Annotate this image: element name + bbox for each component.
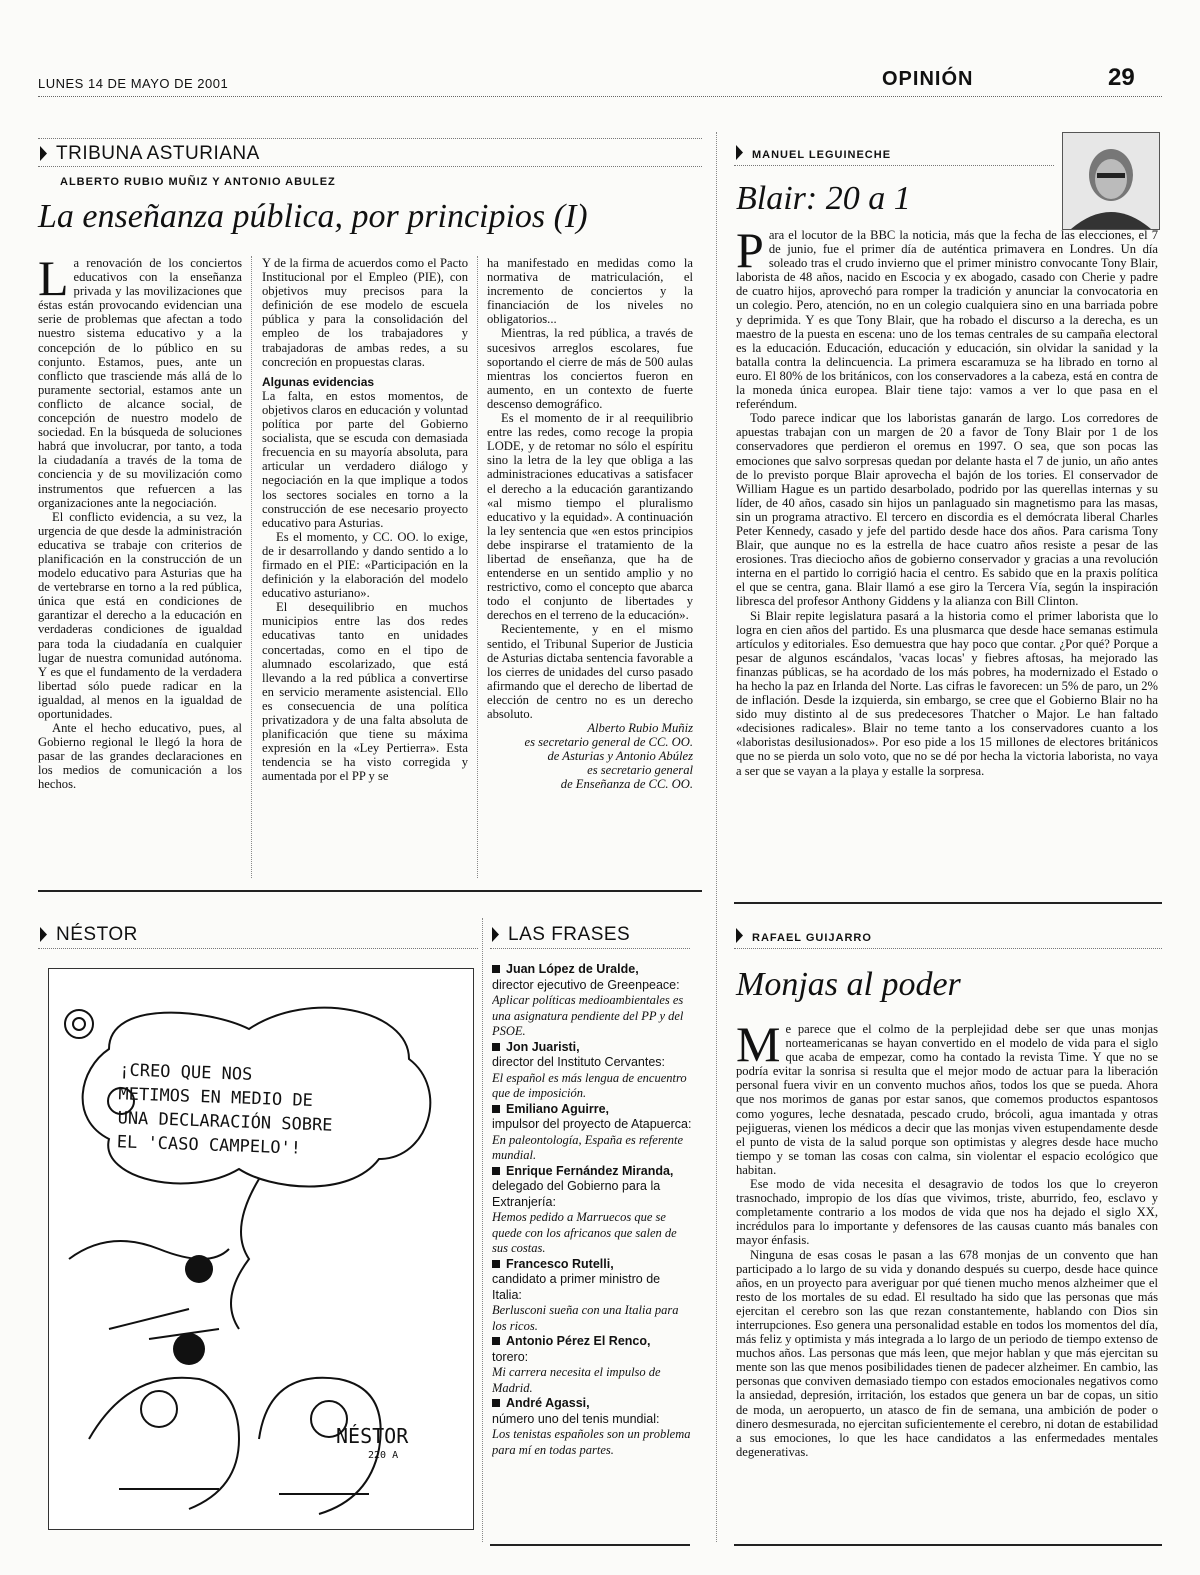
quote-name: Enrique Fernández Miranda,	[492, 1164, 692, 1180]
section-kicker-frases	[492, 924, 630, 946]
paragraph: Y de la firma de acuerdos como el Pacto Institucional por el Empleo (PIE), con objetivos muy precisos para la definición de ese modelo de escuela pública y para la consolidación del empleo de los trabajadores y trabajadoras de ambas redes, a su concreción en propuestas claras.	[262, 256, 468, 369]
quotes-list	[492, 962, 692, 1540]
arrow-marker-icon	[40, 927, 47, 942]
header-rule	[38, 96, 1162, 97]
quote-item	[492, 1257, 692, 1335]
divider	[734, 948, 1162, 949]
column-rule	[477, 256, 478, 878]
quote-quote: Los tenistas españoles son un problema para mí en todas partes.	[492, 1427, 691, 1457]
quote-role: director del Instituto Cervantes:	[492, 1055, 665, 1069]
quote-role: delegado del Gobierno para la Extranjería:	[492, 1179, 661, 1209]
quote-quote: En paleontología, España es referente mundial.	[492, 1132, 684, 1162]
arrow-marker-icon	[736, 928, 743, 943]
cartoonist-signature: NÉSTOR	[336, 1424, 409, 1448]
section-kicker-guijarro	[736, 928, 872, 944]
quote-name: Francesco Rutelli,	[492, 1257, 692, 1273]
section-rule	[490, 1544, 690, 1546]
divider	[38, 948, 478, 949]
quote-item	[492, 1334, 692, 1396]
quote-quote: Mi carrera necesita el impulso de Madrid.	[492, 1365, 661, 1395]
bubble-line: METIMOS EN MEDIO DE	[118, 1084, 314, 1112]
signature-line: es secretario general de CC. OO.	[524, 735, 693, 750]
article-column-3	[487, 256, 693, 884]
kicker-label: NÉSTOR	[56, 924, 138, 945]
quote-name: Emiliano Aguirre,	[492, 1102, 692, 1118]
page-date: LUNES 14 DE MAYO DE 2001	[38, 76, 229, 91]
cartoon-drawing-icon	[49, 969, 473, 1529]
arrow-marker-icon	[492, 927, 499, 942]
paragraph: Mientras, la red pública, a través de sucesivos arreglos escolares, fue soportando el cierre de más de 500 aulas mientras los conciertos fueron en aumento, en un contexto de fuerte descenso demográfico.	[487, 326, 693, 411]
article-headline: La enseñanza pública, por principios (I)	[38, 198, 588, 235]
quote-role: número uno del tenis mundial:	[492, 1411, 660, 1426]
paragraph: ha manifestado en medidas como la normativa de matriculación, el incremento de conciertos y la financiación de los niveles no obligatorios...	[487, 256, 693, 327]
article-headline: Blair: 20 a 1	[736, 180, 911, 217]
quote-name: André Agassi,	[492, 1396, 692, 1412]
paragraph: Es el momento de ir al reequilibrio entre las redes, como recoge la propia LODE, y de retomar no sólo el espíritu sino la letra de la ley que obliga a las administraciones educativas a satisfacer el derecho a la educación garantizando «al mismo tiempo el pluralismo educativo y la equidad». A continuación la ley sentencia que «en estos principios debe inspirarse el tratamiento de la libertad de enseñanza, que ha de entenderse en un sentido amplio y no restrictivo, como el concepto que abarca todo el conjunto de libertades y derechos en el terreno de la educación».	[487, 411, 693, 623]
section-kicker-tribuna	[40, 143, 260, 165]
quote-item	[492, 1396, 692, 1458]
section-rule	[38, 890, 702, 892]
author-photo	[1062, 132, 1160, 230]
kicker-label: TRIBUNA ASTURIANA	[56, 143, 260, 164]
quote-quote: Hemos pedido a Marruecos que se quede con los africanos que salen de sus costas.	[492, 1210, 677, 1255]
bubble-line: UNA DECLARACIÓN SOBRE	[117, 1108, 333, 1136]
quote-name: Jon Juaristi,	[492, 1040, 692, 1056]
paragraph: Ninguna de esas cosas le pasan a las 678 monjas de un convento que han participado a lo largo de su vida y donando después su cuerpo, desde hace quince años, en un proyecto para averiguar por qué tienen mucho menos alzheimer que el resto de los mortales de su edad. El resultado ha sido que las personas que más ejercitan el cerebro son las que rezan constantemente, hablando con Dios sin interrupciones. Eso genera una personalidad estable en todos los momentos del día, más feliz y optimista y más integrada a lo largo de un periodo de tiempo extenso de muchos años. Las personas que más leen, que mejor hablan y que más ejercitan su mente son las que menos posibilidades tienen de padecer alzheimer. En cambio, las personas que conviven demasiado tiempo con estados emocionales negativos como la ansiedad, depresión, irritación, los estados que genera un bar de copas, un sitio de moda, un aeropuerto, un atasco de fin de semana, una ambición de poder o dinero desmesurada, no ejercitan suficientemente el cerebro, ni dotan de estabilidad a sus emociones, lo que les hace candidatos a las enfermedades mentales degenerativas.	[736, 1247, 1158, 1459]
kicker-label: MANUEL LEGUINECHE	[752, 149, 892, 161]
quote-item	[492, 1102, 692, 1164]
paragraph: Ese modo de vida necesita el desagravio de todos los que lo creyeron trasnochado, impropio de los días que vivimos, triste, aburrido, feo, esclavo y completamente contrario a los modos de vida que nos ha dejado el siglo XX, incrédulos para lo importante y defensores de las causas cuanto más banales con mayor énfasis.	[736, 1177, 1158, 1248]
quote-role: director ejecutivo de Greenpeace:	[492, 977, 680, 992]
bubble-line: EL 'CASO CAMPELO'!	[116, 1132, 302, 1159]
article-column-1	[38, 256, 242, 884]
section-title: OPINIÓN	[882, 68, 974, 90]
quote-name: Juan López de Uralde,	[492, 962, 692, 978]
byline: ALBERTO RUBIO MUÑIZ Y ANTONIO ABULEZ	[60, 176, 336, 188]
quote-quote: Aplicar políticas medioambientales es una asignatura pendiente del PP y del PSOE.	[492, 993, 684, 1038]
paragraph: Es el momento, y CC. OO. lo exige, de ir desarrollando y dando sentido a lo firmado en el PIE: «Participación en la definición y la elaboración del modelo educativo asturiano».	[262, 529, 468, 601]
divider	[38, 166, 702, 167]
paragraph: Ante el hecho educativo, pues, al Gobierno regional le llegó la hora de pasar de las grandes declaraciones en los medios de comunicación a los hechos.	[38, 721, 242, 792]
kicker-label: LAS FRASES	[508, 924, 631, 945]
signature-line: es secretario general	[587, 763, 693, 778]
author-portrait-icon	[1063, 133, 1159, 229]
quote-name: Antonio Pérez El Renco,	[492, 1334, 692, 1350]
section-kicker-nestor	[40, 924, 138, 946]
quote-role: candidato a primer ministro de Italia:	[492, 1272, 661, 1302]
column-rule	[251, 256, 252, 878]
section-rule	[734, 902, 1162, 904]
author-signature	[487, 721, 693, 791]
dropcap: P	[736, 228, 764, 278]
divider	[490, 948, 690, 949]
dropcap: L	[38, 256, 69, 306]
editorial-cartoon	[48, 968, 474, 1530]
page-number: 29	[1108, 64, 1135, 91]
paragraph: Todo parece indicar que los laboristas ganarán de largo. Los corredores de apuestas trabajan con un margen de 20 a favor de Tony Blair por 1 de los conservadores que perdieron el oremus en 1997. O sea, que son pocas las emociones que salvo sorpresas quedan por delante hasta el 7 de junio, un año antes de lo previsto porque Blair aprovecha el bajón de los tories. El conservador de William Hague es un partido desarbolado, podrido por las querellas internas y su líder, de 40 años, casado sin hijos un panlaguado sin magnetismo para las masas, sin un programa atractivo. El tercero en discordia es el demócrata liberal Charles Peter Kennedy, casado y jefe del partido desde hace dos años. Para carisma Tony Blair, que aunque no es la estrella de hace cuatro años resiste a pesar de las erosiones. Tras dieciocho años de gobierno conservador y gracias a una revolución interna en el partido lo corrigió hacia el centro. Es sabido que en la praxis política el que se centra, gana. Blair llamó a ese giro la Tercera Vía, según la inspiración libresca del profesor Anthony Giddens y la alianza con Bill Clinton.	[736, 411, 1158, 609]
paragraph: a renovación de los conciertos educativos con la enseñanza privada y las movilizaciones que éstas están provocando evidencian una serie de problemas que afectan a todo nuestro sistema educativo y a la concepción de lo público en su conjunto. Estamos, pues, ante un conflicto que trasciende más allá de lo puramente sectorial, estamos ante un conflicto de alcance social, de concepción de nuestro modelo de sociedad. En la búsqueda de soluciones habrá que involucrar, por tanto, a toda la ciudadanía a través de la toma de conciencia y de su movilización como instrumentos que refuercen a las organizaciones ante la negociación.	[38, 256, 242, 510]
paragraph: El conflicto evidencia, a su vez, la urgencia de que desde la administración educativa se trabaje con criterios de planificación en la construcción de un modelo educativo para Asturias que ha de vertebrarse en torno a la red pública, única que está en condiciones de garantizar el derecho a la educación en verdaderas condiciones de igualdad para toda la ciudadanía en cualquier lugar de nuestra comunidad autónoma. Y es que el fundamento de la verdadera libertad sólo puede radicar en la igualdad, al menos en la igualdad de oportunidades.	[38, 509, 242, 721]
paragraph: Si Blair repite legislatura pasará a la historia como el primer laborista que lo logra en cien años del partido. Es una plusmarca que desde hace semanas estimula artículos y editoriales. Eso demuestra que hay poco que contar. ¿Por qué? Porque a pesar de algunos escándalos, 'vacas locas' y fiebres aftosas, ha mejorado las finanzas públicas, se ha acordado de los más pobres, ha modernizado el Estado o ha hecho la paz en Irlanda del Norte. Las cifras le favorecen: un 5% de paro, un 2% de inflación. Desde la izquierda, sin embargo, se cree que el Gobierno Blair no ha sido muy distinto al de sus predecesores Thatcher o Major. Le han faltado «decisiones radicales». Blair no teme tanto a los conservadores cuanto a los «laboristas desilusionados». Por eso pide a los 15 millones de electores británicos que no se pierda un solo voto, que no se dé por hecha la victoria laborista, no vaya a ser que se vayan a la playa y estalle la sorpresa.	[736, 608, 1158, 778]
article-column-2	[262, 256, 468, 884]
dropcap: M	[736, 1022, 781, 1072]
quote-role: impulsor del proyecto de Atapuerca:	[492, 1117, 692, 1131]
signature-line: Alberto Rubio Muñiz	[587, 721, 693, 736]
quote-quote: El español es más lengua de encuentro que de imposición.	[492, 1070, 687, 1100]
kicker-label: RAFAEL GUIJARRO	[752, 932, 872, 944]
subheading: Algunas evidencias	[262, 374, 375, 389]
arrow-marker-icon	[40, 146, 47, 161]
paragraph: e parece que el colmo de la perplejidad debe ser que unas monjas norteamericanas se hayan convertido en el modelo de vida para el siglo que acaba de empezar, como ha contado la revista Time. Y que no se podría evitar la sonrisa si resulta que el mejor modo de actuar para la liberación personal fuera vivir en un convento muchos años, todos los que se pueda. Ahora que nos morimos de ganas por estar sanos, que comemos productos espantosos como yogures, leche desnatada, pescado crudo, brócoli, agua imantada y otras pejigueras, vienen los médicos a decir que las monjas viven estupendamente desde el punto de vista de la salud porque son optimistas y alegres desde hace mucho tiempo y se toman las cosas con calma, sin violentar el espacio ecológico que habitan.	[736, 1022, 1158, 1177]
arrow-marker-icon	[736, 145, 743, 160]
quote-role: torero:	[492, 1349, 529, 1364]
article-headline: Monjas al poder	[736, 966, 961, 1003]
column-rule	[482, 918, 483, 1542]
section-kicker-leguineche	[736, 145, 891, 161]
page-column-rule	[716, 132, 717, 1542]
paragraph: Recientemente, y en el mismo sentido, el Tribunal Superior de Justicia de Asturias dictaba sentencia favorable a los cierres de unidades del curso pasado afirmando que el derecho de libertad de elección de centro no es un derecho absoluto.	[487, 622, 693, 721]
signature-line: de Enseñanza de CC. OO.	[560, 777, 693, 792]
section-rule	[734, 1544, 1162, 1546]
signature-line: de Asturias y Antonio Abúlez	[547, 749, 693, 764]
paragraph: La falta, en estos momentos, de objetivos claros en educación y voluntad política por parte del Gobierno socialista, que se escuda con demasiada frecuencia en su mayoría absoluta, para articular un verdadero diálogo y negociación en la que implique a todos los sectores sociales en torno a la construcción de ese necesario proyecto educativo para Asturias.	[262, 388, 468, 530]
article-body-blair	[736, 228, 1158, 894]
paragraph: ara el locutor de la BBC la noticia, más que la fecha de las elecciones, el 7 de junio, fue el primer día de auténtica primavera en Londres. Un día soleado tras el crudo invierno que el primer ministro convocante Tony Blair, laborista de 48 años, nacido en Escocia y ex abogado, casado con Cherie y padre de cuatro hijos, aprovechó para romper la tradición y anunciar la convocatoria en un colegio. Pero, atención, no en un colegio cualquiera sino en una barriada pobre y deprimida. Y es que Tony Blair, que ha robado el discurso a la derecha, es un maestro de la puesta en escena: uno de los temas centrales de su campaña electoral es la educación. Educación, educación y educación, sin olvidar la sanidad y la batalla contra la delincuencia. La primera escaramuza se ha librado en torno al euro. El 80% de los británicos, con los conservadores a la cabeza, está en contra de la moneda única europea. Blair tiene tajo: vamos a ver lo que pasa en el referéndum.	[736, 228, 1158, 412]
quote-item	[492, 962, 692, 1040]
quote-quote: Berlusconi sueña con una Italia para los ricos.	[492, 1303, 679, 1333]
divider	[734, 165, 1054, 166]
paragraph: El desequilibrio en muchos municipios entre las dos redes educativas tanto en unidades concertadas, como en el tipo de alumnado escolarizado, que está llevando a la red pública a convertirse en servicio meramente asistencial. Ello es consecuencia de una política privatizadora y de una falta absoluta de planificación que tiene su máxima expresión en la «Ley Pertierra». Esta tendencia se ha visto corregida y aumentada por el PP y se	[262, 600, 468, 784]
article-body-monjas	[736, 1022, 1158, 1540]
bubble-line: ¡CREO QUE NOS	[118, 1060, 253, 1085]
quote-item	[492, 1164, 692, 1257]
cartoon-date: 220 A	[368, 1450, 399, 1461]
speech-bubble-text	[116, 1058, 334, 1161]
divider	[38, 138, 702, 139]
quote-item	[492, 1040, 692, 1102]
